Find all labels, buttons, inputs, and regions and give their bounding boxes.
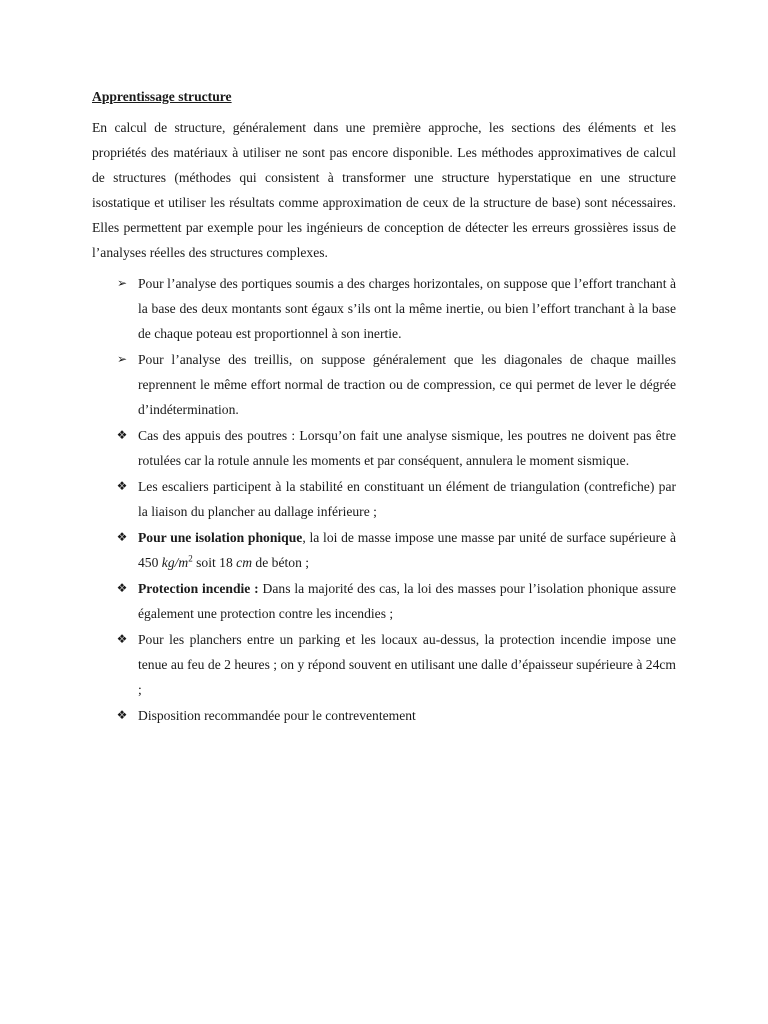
list-item-text: Disposition recommandée pour le contreventement [138,708,416,723]
diamond-bullet-icon: ❖ [116,632,128,646]
list-item-text: Pour les planchers entre un parking et les locaux au-dessus, la protection incendie impose une tenue au feu de 2 heures ; on y répond souvent en utilisant une dalle d’épaisseur supérieure à 24cm ; [138,632,676,697]
list-item [92,525,676,575]
mass-exponent: 2 [188,553,193,564]
list-item-text: soit [192,555,220,570]
bullet-list [92,271,676,728]
list-item [92,423,676,473]
list-item-text: Pour l’analyse des portiques soumis a des charges horizontales, on suppose que l’effort tranchant à la base des deux montants sont égaux s’ils ont la même inertie, ou bien l’effort tranchant à la base de chaque poteau est proportionnel à son inertie. [138,276,676,341]
list-item-text: Les escaliers participent à la stabilité en constituant un élément de triangulation (contrefiche) par la liaison du plancher au dallage inférieure ; [138,479,676,519]
list-item-bold-lead: Protection incendie : [138,581,259,596]
arrow-bullet-icon: ➢ [116,276,128,290]
list-item-text: Dans la majorité des cas, la loi des masses pour l’isolation phonique assure également une protection contre les incendies ; [138,581,676,621]
diamond-bullet-icon: ❖ [116,479,128,493]
thickness-unit: cm [236,555,253,570]
list-item-text: , la loi de masse impose une masse par unité de surface supérieure à [302,530,676,545]
list-item [92,347,676,422]
mass-value: 450 [138,555,159,570]
list-item-text: Pour l’analyse des treillis, on suppose généralement que les diagonales de chaque mailles reprennent le même effort normal de traction ou de compression, ce qui permet de lever le dégrée d’indétermination. [138,352,676,417]
list-item-text: de béton ; [252,555,310,570]
list-item [92,576,676,626]
diamond-bullet-icon: ❖ [116,581,128,595]
mass-unit: kg/m [161,555,189,570]
diamond-bullet-icon: ❖ [116,428,128,442]
thickness-value: 18 [219,555,233,570]
list-item [92,703,676,728]
diamond-bullet-icon: ❖ [116,708,128,722]
list-item-bold-lead: Pour une isolation phonique [138,530,303,545]
intro-paragraph: En calcul de structure, généralement dans une première approche, les sections des éléments et les propriétés des matériaux à utiliser ne sont pas encore disponible. Les méthodes approximatives de calcul de structures (méthodes qui consistent à transformer une structure hyperstatique en une structure isostatique et utiliser les résultats comme approximation de ceux de la structure de base) sont nécessaires. Elles permettent par exemple pour les ingénieurs de conception de détecter les erreurs grossières issus de l’analyses réelles des structures complexes. [92,120,676,260]
list-item-text: Cas des appuis des poutres : Lorsqu’on fait une analyse sismique, les poutres ne doivent pas être rotulées car la rotule annule les moments et par conséquent, annulera le moment sismique. [138,428,676,468]
list-item [92,271,676,346]
list-item [92,474,676,524]
arrow-bullet-icon: ➢ [116,352,128,366]
document-title: Apprentissage structure [92,89,232,104]
diamond-bullet-icon: ❖ [116,530,128,544]
list-item [92,627,676,702]
